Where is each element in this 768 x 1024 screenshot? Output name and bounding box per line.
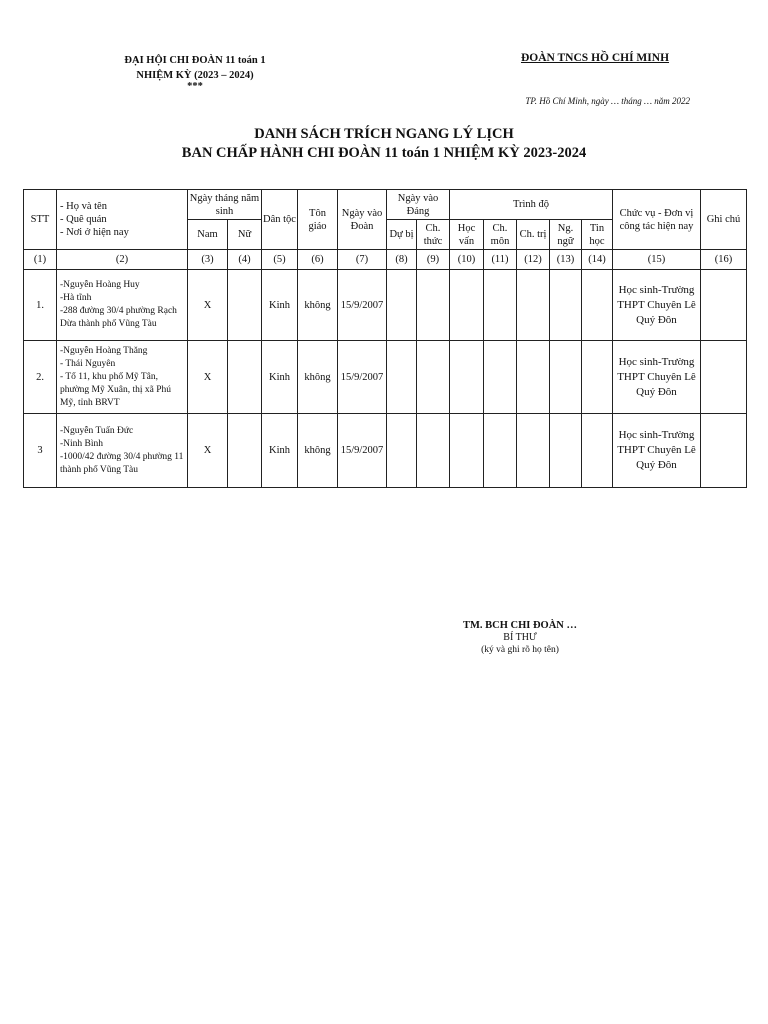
stt-cell: 3 [24,414,57,488]
col-number: (16) [701,250,747,270]
col-number: (2) [57,250,188,270]
col-number: (1) [24,250,57,270]
religion-cell: không [298,414,338,488]
empty-cell [484,414,517,488]
ethnicity-cell: Kinh [262,270,298,341]
col-number: (5) [262,250,298,270]
union-name: ĐOÀN TNCS HỒ CHÍ MINH [520,52,670,64]
empty-cell [550,341,582,414]
header-official: Ch. thức [417,220,450,250]
union-date-cell: 15/9/2007 [338,414,387,488]
col-number: (9) [417,250,450,270]
col-number: (14) [582,250,613,270]
header-politics: Ch. trị [517,220,550,250]
document-subtitle: BAN CHẤP HÀNH CHI ĐOÀN 11 toán 1 NHIỆM KỲ 2023-2024 [181,145,587,161]
empty-cell [582,270,613,341]
position-cell: Học sinh-Trường THPT Chuyên Lê Quý Đôn [613,414,701,488]
header-female: Nữ [228,220,262,250]
congress-title: ĐẠI HỘI CHI ĐOÀN 11 toán 1 [124,55,266,66]
ethnicity-cell: Kinh [262,341,298,414]
male-cell: X [188,270,228,341]
ethnicity-cell: Kinh [262,414,298,488]
position-cell: Học sinh-Trường THPT Chuyên Lê Quý Đôn [613,341,701,414]
person-name: -Nguyễn Tuấn Đức [60,425,134,436]
col-number: (4) [228,250,262,270]
empty-cell [517,270,550,341]
header-language: Ng. ngữ [550,220,582,250]
empty-cell [450,414,484,488]
col-number: (12) [517,250,550,270]
header-ethnicity: Dân tộc [262,190,298,250]
notes-cell [701,270,747,341]
person-hometown: -Hà tĩnh [60,293,92,303]
person-hometown: -Ninh Bình [60,438,104,449]
person-info-cell [57,341,188,414]
female-cell [228,414,262,488]
header-residence: - Nơi ở hiện nay [60,227,129,238]
header-probation: Dự bị [387,220,417,250]
stars-divider: *** [187,81,203,92]
empty-cell [450,270,484,341]
empty-cell [582,341,613,414]
header-profession: Ch. môn [484,220,517,250]
header-position: Chức vụ - Đơn vị công tác hiện nay [613,190,701,250]
signature-note: (ký và ghi rõ họ tên) [481,645,559,655]
empty-cell [387,270,417,341]
col-number: (7) [338,250,387,270]
col-number: (6) [298,250,338,270]
religion-cell: không [298,270,338,341]
stt-cell: 1. [24,270,57,341]
column-number-row [24,250,747,270]
header-dob: Ngày tháng năm sinh [188,190,262,220]
header-religion: Tôn giáo [298,190,338,250]
empty-cell [484,341,517,414]
person-hometown: - Thái Nguyên [60,358,116,369]
empty-cell [417,341,450,414]
male-cell: X [188,341,228,414]
table-row [24,341,747,414]
empty-cell [517,414,550,488]
col-number: (15) [613,250,701,270]
empty-cell [550,270,582,341]
union-date-cell: 15/9/2007 [338,270,387,341]
notes-cell [701,414,747,488]
header-qualification: Trình độ [450,190,613,220]
position-cell: Học sinh-Trường THPT Chuyên Lê Quý Đôn [613,270,701,341]
col-number: (3) [188,250,228,270]
empty-cell [484,270,517,341]
header-stt: STT [24,190,57,250]
empty-cell [387,414,417,488]
male-cell: X [188,414,228,488]
empty-cell [450,341,484,414]
table-row [24,270,747,341]
term-label: NHIỆM KỲ (2023 – 2024) [136,70,254,81]
col-number: (8) [387,250,417,270]
female-cell [228,341,262,414]
empty-cell [582,414,613,488]
empty-cell [417,414,450,488]
signature-org: TM. BCH CHI ĐOÀN … [462,620,578,631]
person-name: -Nguyễn Hoàng Huy [60,280,140,290]
person-residence: -1000/42 đường 30/4 phường 11 thành phố Vũng Tàu [60,451,184,475]
stt-cell: 2. [24,341,57,414]
document-title: DANH SÁCH TRÍCH NGANG LÝ LỊCH [254,126,514,142]
col-number: (11) [484,250,517,270]
member-table [23,189,747,488]
organization-header [110,53,280,91]
header-notes: Ghi chú [701,190,747,250]
header-party-date: Ngày vào Đảng [387,190,450,220]
person-residence: - Tổ 11, khu phố Mỹ Tân, phường Mỹ Xuân, thị xã Phú Mỹ, tỉnh BRVT [60,371,171,408]
person-info-cell [57,270,188,341]
empty-cell [550,414,582,488]
empty-cell [417,270,450,341]
place-date: TP. Hồ Chí Minh, ngày … tháng … năm 2022 [525,96,690,106]
header-hometown: - Quê quán [60,214,107,225]
person-residence: -288 đường 30/4 phường Rạch Dừa thành phố Vũng Tàu [60,306,177,329]
header-union-date: Ngày vào Đoàn [338,190,387,250]
header-name: - Họ và tên [60,201,107,212]
person-name: -Nguyễn Hoàng Thăng [60,345,148,356]
female-cell [228,270,262,341]
empty-cell [517,341,550,414]
union-date-cell: 15/9/2007 [338,341,387,414]
person-info-cell [57,414,188,488]
header-education: Học vấn [450,220,484,250]
header-male: Nam [188,220,228,250]
signature-title: BÍ THƯ [503,632,537,643]
col-number: (13) [550,250,582,270]
header-name-col [57,190,188,250]
religion-cell: không [298,341,338,414]
empty-cell [387,341,417,414]
notes-cell [701,341,747,414]
col-number: (10) [450,250,484,270]
header-it: Tin học [582,220,613,250]
table-row [24,414,747,488]
